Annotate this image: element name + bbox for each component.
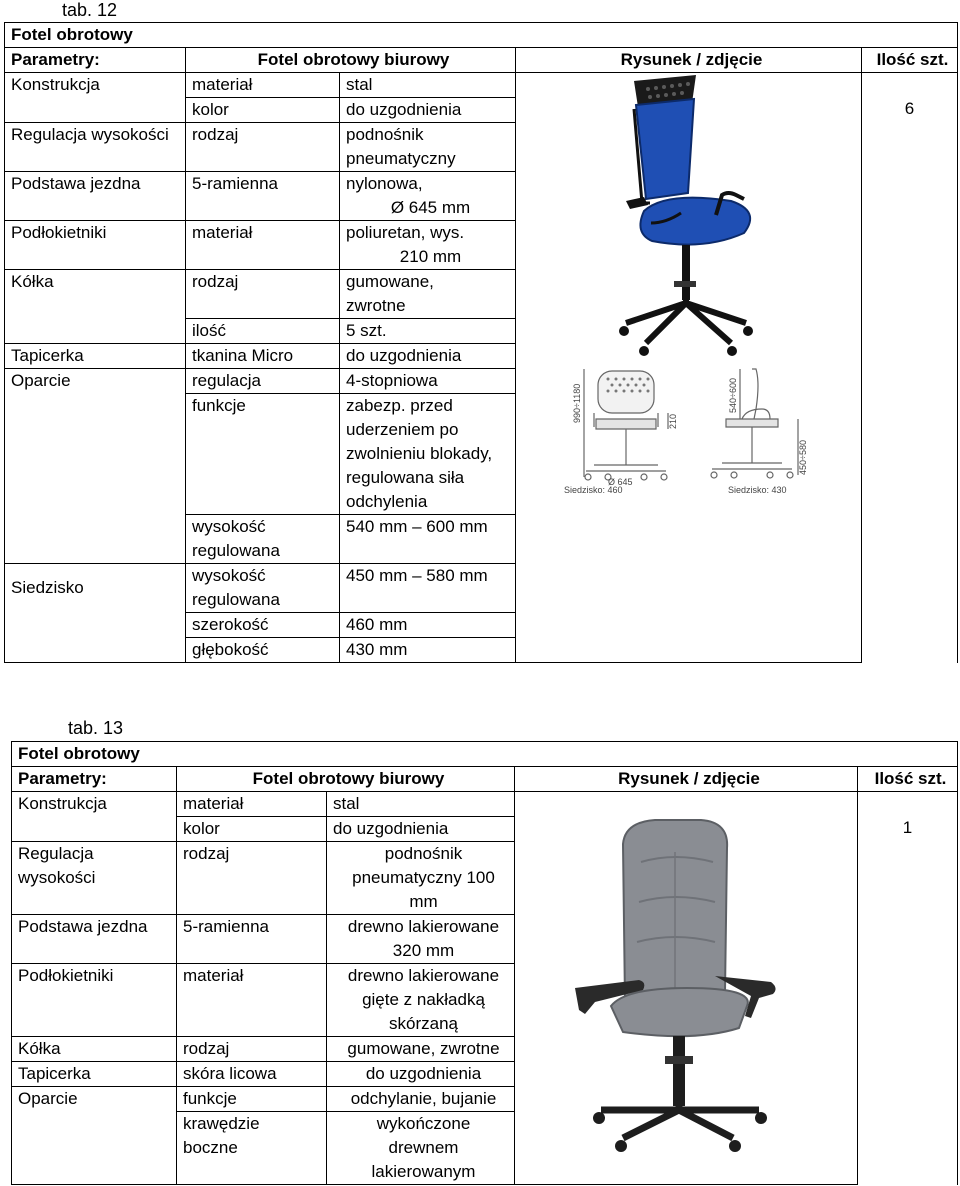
picture-cell [516,73,862,663]
value-cell: 5 szt. [340,319,516,344]
value-line: drewnem [388,1138,459,1157]
value-cell [327,915,515,964]
value-line: nylonowa, [346,174,423,193]
header-parameters: Parametry: [5,48,186,73]
param-cell: Kółka [5,270,186,319]
value-line: gumowane, [346,272,434,291]
table-title: Fotel obrotowy [5,23,958,48]
quantity-cell [862,73,958,663]
subparam-cell: 5-ramienna [177,915,327,964]
dim-seat-width: Siedzisko: 460 [564,485,623,493]
value-line: zwolnieniu blokady, [346,444,493,463]
value-cell: do uzgodnienia [327,1062,515,1087]
value-cell [327,842,515,915]
param-cell [5,613,186,638]
value-cell [340,123,516,172]
value-cell: odchylanie, bujanie [327,1087,515,1112]
value-cell [340,394,516,515]
subparam-cell [186,515,340,564]
table-13-caption: tab. 13 [68,718,124,738]
param-cell: Podstawa jezdna [5,172,186,221]
subparam-cell: funkcje [186,394,340,515]
value-cell: 450 mm – 580 mm [340,564,516,613]
value-cell: 460 mm [340,613,516,638]
subparam-line: krawędzie [183,1114,260,1133]
dim-total-height: 990÷1180 [572,383,582,423]
value-cell [340,172,516,221]
quantity-value: 1 [902,818,913,837]
header-quantity: Ilość szt. [858,767,958,792]
param-cell: Podłokietniki [5,221,186,270]
value-line: drewno lakierowane [347,917,500,936]
param-cell [5,515,186,564]
header-parameters: Parametry: [12,767,177,792]
subparam-cell: materiał [186,221,340,270]
value-line: 320 mm [392,941,455,960]
subparam-cell [177,1112,327,1185]
dim-base: Ø 645 [608,477,633,487]
dim-armrest: 210 [668,413,678,429]
table-12 [4,22,958,663]
value-line: podnośnik [384,844,463,863]
grey-chair [575,820,776,1152]
chair-illustration [516,73,862,493]
param-cell [5,638,186,663]
value-line: Ø 645 mm [390,198,471,217]
value-line: pneumatyczny [346,149,456,168]
value-cell: stal [327,792,515,817]
subparam-line: wysokość [192,566,266,585]
technical-drawing [584,369,798,480]
param-cell: Kółka [12,1037,177,1062]
header-quantity: Ilość szt. [862,48,958,73]
header-picture: Rysunek / zdjęcie [516,48,862,73]
value-cell: 430 mm [340,638,516,663]
value-cell: gumowane, zwrotne [327,1037,515,1062]
subparam-cell [186,564,340,613]
header-name: Fotel obrotowy biurowy [177,767,515,792]
header-picture: Rysunek / zdjęcie [515,767,858,792]
value-line: mm [409,892,438,911]
param-line: wysokości [18,868,96,887]
value-line: uderzeniem po [346,420,459,439]
param-cell [5,394,186,515]
value-line: regulowana siła [346,468,465,487]
subparam-line: boczne [183,1138,238,1157]
subparam-line: regulowana [192,541,280,560]
dim-seat-height: 450÷580 [798,440,808,475]
value-cell [327,1112,515,1185]
value-cell: do uzgodnienia [340,344,516,369]
subparam-cell: materiał [186,73,340,98]
subparam-cell: tkanina Micro [186,344,340,369]
subparam-line: wysokość [192,517,266,536]
value-line: skórzaną [389,1014,458,1033]
subparam-cell: regulacja [186,369,340,394]
value-cell: do uzgodnienia [340,98,516,123]
param-cell [12,817,177,842]
quantity-value: 6 [904,99,915,118]
param-cell: Oparcie [5,369,186,394]
value-line: drewno lakierowane [347,966,500,985]
param-cell: Konstrukcja [12,792,177,817]
value-line: wykończone [376,1114,471,1133]
chair-photo [515,792,858,1176]
param-cell [5,98,186,123]
subparam-cell: skóra licowa [177,1062,327,1087]
param-cell [5,319,186,344]
subparam-cell: głębokość [186,638,340,663]
header-name: Fotel obrotowy biurowy [186,48,516,73]
subparam-cell: materiał [177,964,327,1037]
value-line: gięte z nakładką [362,990,485,1009]
value-cell [340,270,516,319]
value-line: zwrotne [346,296,406,315]
subparam-cell: 5-ramienna [186,172,340,221]
value-cell: 4-stopniowa [340,369,516,394]
value-cell [340,221,516,270]
table-title: Fotel obrotowy [12,742,958,767]
param-line: Regulacja [18,844,94,863]
param-cell: Oparcie [12,1087,177,1112]
param-cell: Konstrukcja [5,73,186,98]
value-line: poliuretan, wys. [346,223,465,242]
param-cell: Tapicerka [5,344,186,369]
value-line: pneumatyczny 100 [352,868,495,887]
param-cell [12,1112,177,1185]
subparam-cell: funkcje [177,1087,327,1112]
param-cell: Tapicerka [12,1062,177,1087]
value-cell [327,964,515,1037]
table-12-caption: tab. 12 [62,0,118,20]
value-line: lakierowanym [371,1162,476,1181]
subparam-line: regulowana [192,590,280,609]
subparam-cell: kolor [186,98,340,123]
subparam-cell: rodzaj [177,1037,327,1062]
value-line: odchylenia [346,492,428,511]
table-13 [11,741,958,1185]
dim-backrest: 540÷600 [728,378,738,413]
value-line: podnośnik [346,125,424,144]
param-cell: Podstawa jezdna [12,915,177,964]
value-cell: stal [340,73,516,98]
subparam-cell: rodzaj [186,270,340,319]
param-cell: Siedzisko [5,564,186,613]
picture-cell [515,792,858,1185]
dim-seat-depth: Siedzisko: 430 [728,485,787,493]
value-line: zabezp. przed [346,396,453,415]
subparam-cell: szerokość [186,613,340,638]
subparam-cell: rodzaj [177,842,327,915]
subparam-cell: rodzaj [186,123,340,172]
chair-photo [619,75,753,356]
value-cell: 540 mm – 600 mm [340,515,516,564]
quantity-cell [858,792,958,1185]
subparam-cell: materiał [177,792,327,817]
subparam-cell: kolor [177,817,327,842]
param-cell: Podłokietniki [12,964,177,1037]
param-cell: Regulacja wysokości [5,123,186,172]
subparam-cell: ilość [186,319,340,344]
value-cell: do uzgodnienia [327,817,515,842]
value-line: 210 mm [399,247,462,266]
param-cell [12,842,177,915]
